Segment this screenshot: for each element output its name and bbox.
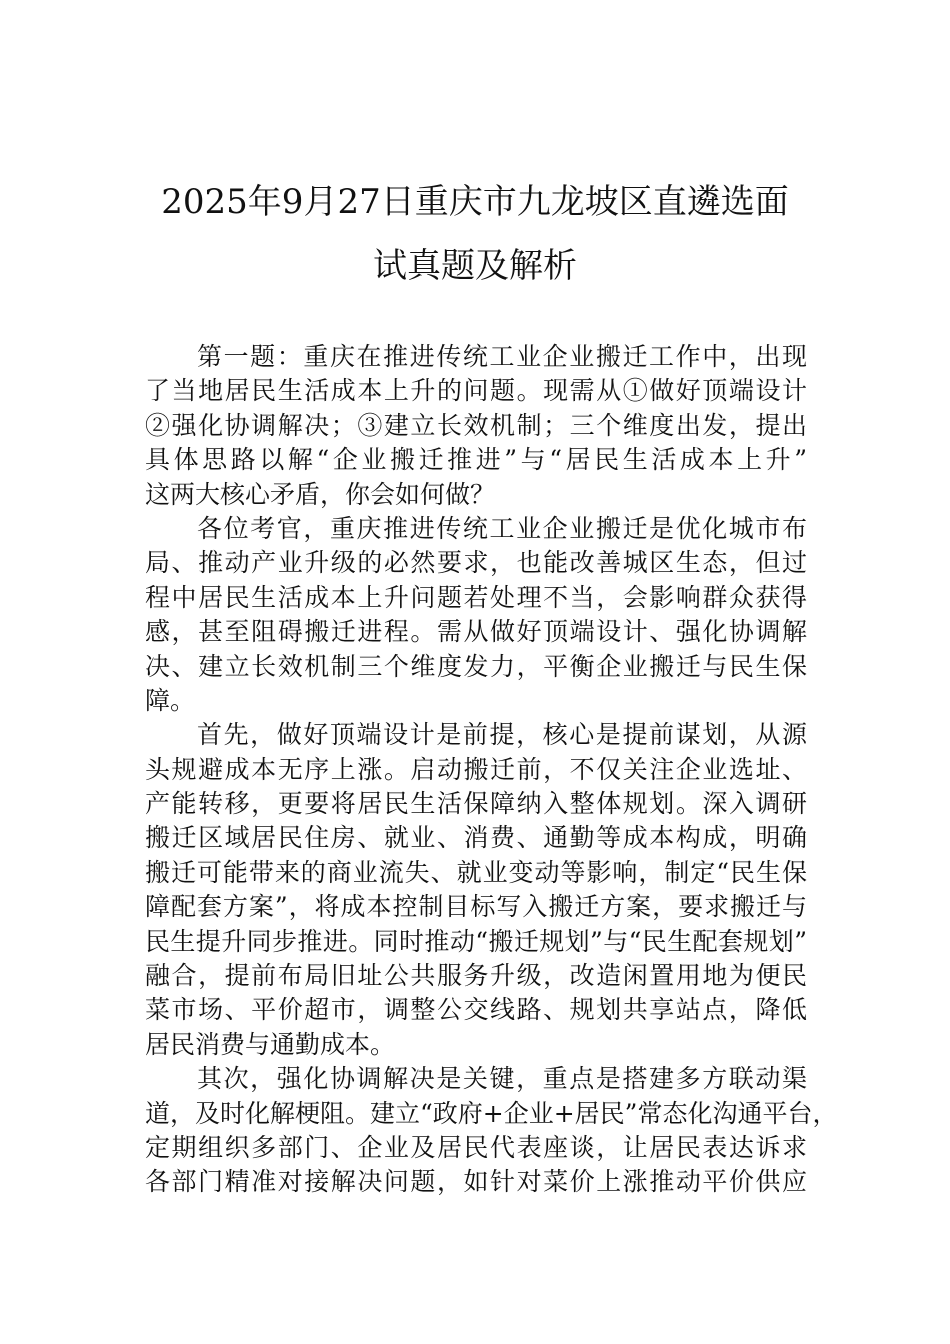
- paragraph-line: 了当地居民生活成本上升的问题。现需从①做好顶端设计: [145, 376, 807, 406]
- paragraph-line: 产能转移，更要将居民生活保障纳入整体规划。深入调研: [145, 789, 807, 819]
- paragraph: [145, 512, 807, 718]
- paragraph-line: 头规避成本无序上涨。启动搬迁前，不仅关注企业选址、: [145, 754, 807, 784]
- paragraph: [145, 1062, 838, 1200]
- paragraph-line: ②强化协调解决；③建立长效机制；三个维度出发，提出: [145, 410, 807, 440]
- paragraph-line: 具体思路以解“企业搬迁推进”与“居民生活成本上升”: [145, 445, 807, 475]
- paragraph-line: 障配套方案”，将成本控制目标写入搬迁方案，要求搬迁与: [145, 892, 807, 922]
- paragraph-line: 程中居民生活成本上升问题若处理不当，会影响群众获得: [145, 582, 807, 612]
- paragraph-line: 民生提升同步推进。同时推动“搬迁规划”与“民生配套规划”: [145, 926, 807, 956]
- paragraph-line: 这两大核心矛盾，你会如何做？: [145, 479, 496, 509]
- paragraph-line: 决、建立长效机制三个维度发力，平衡企业搬迁与民生保: [145, 651, 807, 681]
- title-line-2: 试真题及解析: [373, 246, 577, 286]
- paragraph: [145, 340, 807, 512]
- paragraph-line: 首先，做好顶端设计是前提，核心是提前谋划，从源: [197, 720, 807, 750]
- document-title: [0, 170, 950, 298]
- document-body: [145, 340, 838, 1200]
- paragraph-line: 各部门精准对接解决问题，如针对菜价上涨推动平价供应: [145, 1167, 807, 1197]
- paragraph-line: 局、推动产业升级的必然要求，也能改善城区生态，但过: [145, 548, 807, 578]
- paragraph-line: 第一题：重庆在推进传统工业企业搬迁工作中，出现: [197, 342, 807, 371]
- paragraph-line: 定期组织多部门、企业及居民代表座谈，让居民表达诉求: [145, 1132, 807, 1162]
- paragraph-line: 道，及时化解梗阻。建立“政府+企业+居民”常态化沟通平台，: [145, 1098, 838, 1128]
- paragraph-line: 菜市场、平价超市，调整公交线路、规划共享站点，降低: [145, 995, 807, 1025]
- paragraph: [145, 718, 807, 1062]
- paragraph-line: 融合，提前布局旧址公共服务升级，改造闲置用地为便民: [145, 961, 807, 991]
- paragraph-line: 搬迁区域居民住房、就业、消费、通勤等成本构成，明确: [145, 823, 807, 853]
- paragraph-line: 感，甚至阻碍搬迁进程。需从做好顶端设计、强化协调解: [145, 617, 807, 647]
- paragraph-line: 各位考官，重庆推进传统工业企业搬迁是优化城市布: [197, 513, 807, 543]
- paragraph-line: 居民消费与通勤成本。: [145, 1029, 396, 1059]
- paragraph-line: 障。: [145, 685, 196, 715]
- paragraph-line: 其次，强化协调解决是关键，重点是搭建多方联动渠: [197, 1064, 807, 1094]
- paragraph-line: 搬迁可能带来的商业流失、就业变动等影响，制定“民生保: [145, 857, 807, 887]
- title-line-1: 2025年9月27日重庆市九龙坡区直遴选面: [161, 182, 789, 222]
